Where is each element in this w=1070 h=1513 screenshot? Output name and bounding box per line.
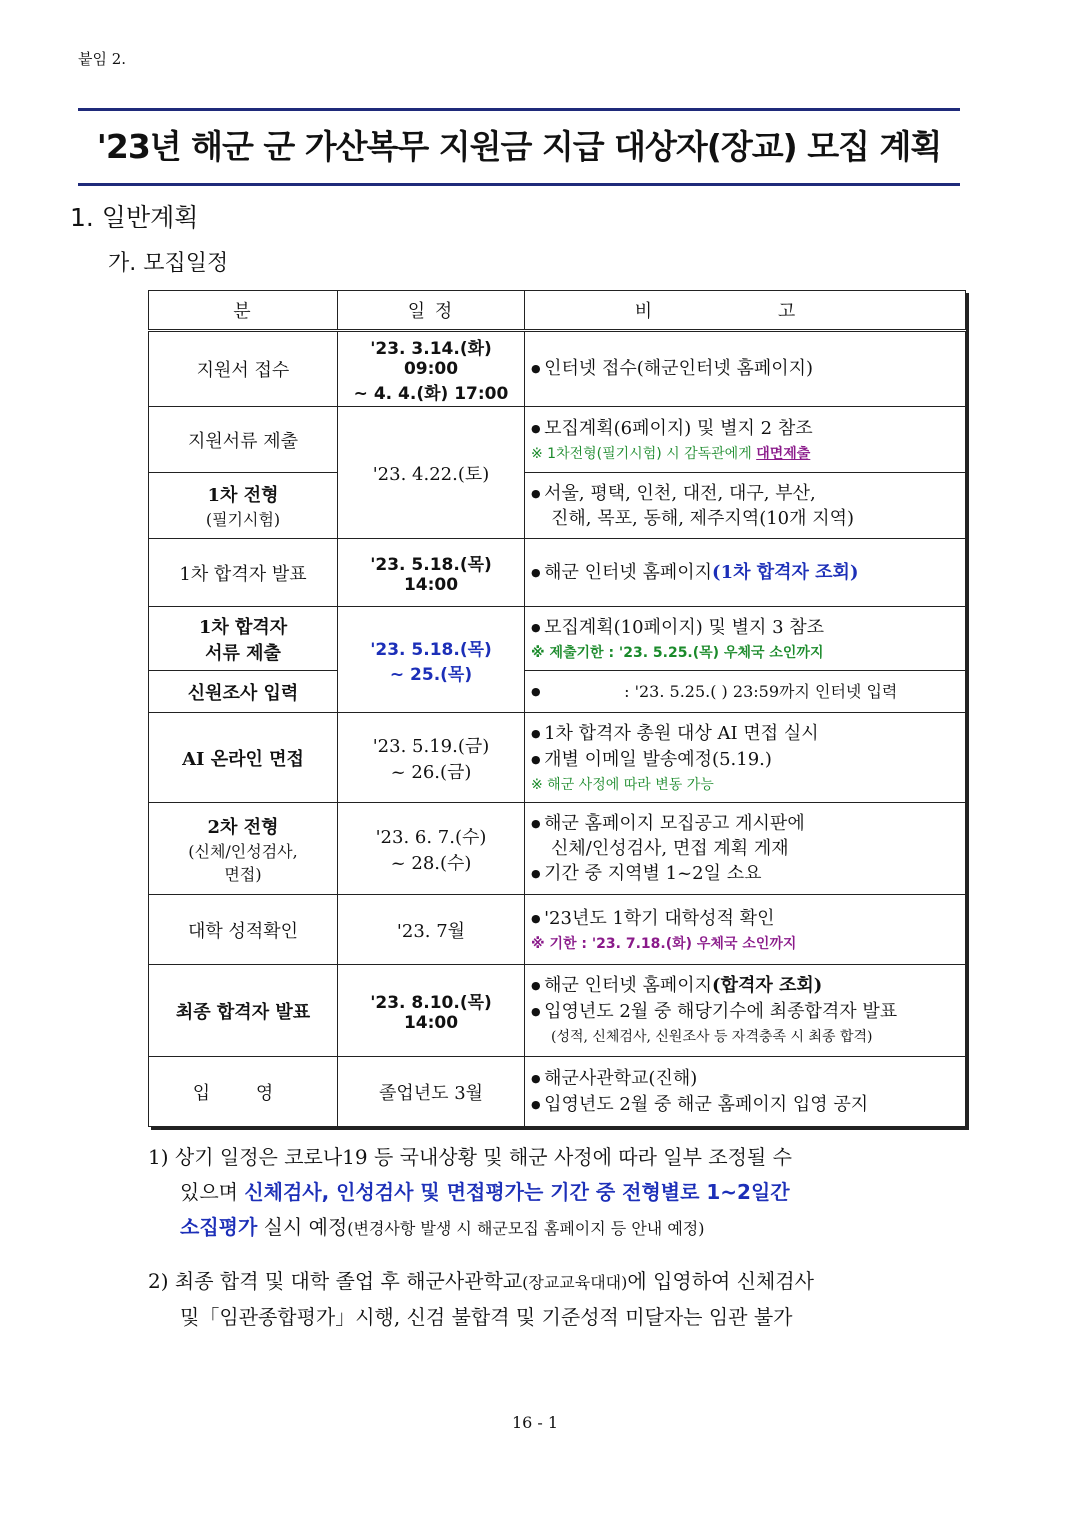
row-note	[525, 803, 966, 895]
row-date	[338, 607, 525, 713]
note-remark: ※ 기한 : '23. 7.18.(화) 우체국 소인까지	[531, 936, 797, 952]
date-line: '23. 5.19.(금)	[372, 735, 490, 757]
note-text: (성적, 신체검사, 신원조사 등 자격충족 시 최종 합격)	[551, 1028, 873, 1045]
row-item-text: 지원서 접수	[196, 360, 290, 381]
row-note	[525, 473, 966, 539]
row-item-sub: (필기시험)	[205, 510, 281, 529]
row-item	[149, 895, 338, 965]
table-row	[149, 713, 966, 803]
row-item-text: AI 온라인 면접	[182, 748, 304, 770]
row-date	[338, 1057, 525, 1127]
row-item	[149, 803, 338, 895]
schedule-table	[148, 290, 966, 1127]
note-text: ● 해군사관학교(진해)	[531, 1066, 959, 1092]
page-number: 16 - 1	[511, 1413, 559, 1432]
table-row	[149, 1057, 966, 1127]
date-line: ~ 25.(목)	[389, 664, 473, 685]
note-text: ● 개별 이메일 발송예정(5.19.)	[531, 747, 959, 773]
header-remarks: 비 고	[525, 291, 966, 331]
row-item-text: 입 영	[192, 1082, 294, 1104]
note-text: ● 입영년도 2월 중 해군 홈페이지 입영 공지	[531, 1092, 959, 1118]
row-item	[149, 539, 338, 607]
row-item-text: 최종 합격자 발표	[175, 1001, 311, 1023]
row-item-text: 1차 합격자	[198, 616, 288, 638]
table-row	[149, 671, 966, 713]
date-line: 졸업년도 3월	[378, 1082, 484, 1104]
date-line: '23. 5.18.(목)	[370, 639, 492, 660]
note-emphasis: (합격자 조회)	[712, 974, 823, 996]
note-text: ● 1차 합격자 총원 대상 AI 면접 실시	[531, 721, 959, 747]
table-row	[149, 803, 966, 895]
date-line: ~ 26.(금)	[390, 761, 472, 783]
header-schedule: 일 정	[338, 291, 525, 331]
footnote-line: 있으며 신체검사, 인성검사 및 면접평가는 기간 중 전형별로 1~2일간	[180, 1180, 790, 1204]
note-text: ● : '23. 5.25.( ) 23:59까지 인터넷 입력	[531, 679, 959, 705]
row-item-text: 1차 합격자 발표	[179, 563, 307, 585]
table-row	[149, 895, 966, 965]
note-text: ● 서울, 평택, 인천, 대전, 대구, 부산,	[531, 481, 959, 507]
date-line: '23. 4.22.(토)	[372, 463, 490, 485]
header-category: 분	[149, 291, 338, 331]
row-item	[149, 671, 338, 713]
row-item	[149, 607, 338, 671]
row-note	[525, 607, 966, 671]
table-row	[149, 539, 966, 607]
note-remark: ※ 제출기한 : '23. 5.25.(목) 우체국 소인까지	[531, 645, 824, 661]
note-text: 신체/인성검사, 면접 계획 게재	[551, 837, 789, 859]
table-row	[149, 607, 966, 671]
table-row	[149, 331, 966, 407]
note-text: ● 인터넷 접수(해군인터넷 홈페이지)	[531, 356, 959, 382]
row-note	[525, 331, 966, 407]
date-line: '23. 6. 7.(수)	[375, 826, 487, 848]
note-text: ● 해군 인터넷 홈페이지(1차 합격자 조회)	[531, 560, 959, 586]
note-text: 진해, 목포, 동해, 제주지역(10개 지역)	[551, 507, 855, 529]
note-text: ● '23년도 1학기 대학성적 확인	[531, 906, 959, 932]
row-item-text: 2차 전형	[207, 816, 279, 838]
subsection-heading: 가. 모집일정	[108, 251, 229, 276]
row-item	[149, 473, 338, 539]
table-row	[149, 965, 966, 1057]
row-note	[525, 1057, 966, 1127]
date-line: ~ 28.(수)	[390, 852, 472, 874]
section-heading: 1. 일반계획	[70, 203, 199, 232]
row-date	[338, 539, 525, 607]
footnote-line: 소집평가 실시 예정(변경사항 발생 시 해군모집 홈페이지 등 안내 예정)	[180, 1215, 705, 1239]
row-item-text: 지원서류 제출	[187, 430, 299, 452]
row-note	[525, 407, 966, 473]
row-note	[525, 713, 966, 803]
row-item	[149, 1057, 338, 1127]
row-item-sub: 면접)	[224, 864, 262, 884]
row-item	[149, 407, 338, 473]
row-item-text: 1차 전형	[207, 485, 279, 506]
note-text: ● 해군 인터넷 홈페이지(합격자 조회)	[531, 973, 959, 999]
date-line: '23. 7월	[396, 920, 466, 942]
note-text: ● 모집계획(10페이지) 및 별지 3 참조	[531, 615, 959, 641]
row-item-sub: (신체/인성검사,	[188, 841, 298, 861]
row-date	[338, 713, 525, 803]
date-line: ~ 4. 4.(화) 17:00	[353, 384, 509, 404]
note-emphasis: (1차 합격자 조회)	[712, 561, 859, 583]
footnote-line: 2) 최종 합격 및 대학 졸업 후 해군사관학교(장교교육대대)에 입영하여 신체검사	[148, 1269, 814, 1293]
date-line: 14:00	[403, 1013, 459, 1033]
page-title: '23년 해군 군 가산복무 지원금 지급 대상자(장교) 모집 계획	[96, 127, 942, 166]
table-row	[149, 473, 966, 539]
row-note	[525, 539, 966, 607]
note-emphasis: 대면제출	[756, 446, 811, 462]
note-remark: ※ 1차전형(필기시험) 시 감독관에게 대면제출	[531, 446, 811, 462]
row-date	[338, 895, 525, 965]
row-note	[525, 671, 966, 713]
row-item-text: 서류 제출	[205, 642, 281, 664]
note-text: ● 모집계획(6페이지) 및 별지 2 참조	[531, 416, 959, 442]
footnote-1	[148, 1140, 970, 1246]
note-text: ● 해군 홈페이지 모집공고 게시판에	[531, 811, 959, 837]
footnote-emphasis: 신체검사, 인성검사 및 면접평가는 기간 중 전형별로 1~2일간	[244, 1180, 790, 1204]
footnote-2	[148, 1264, 970, 1335]
footnote-line: 및「임관종합평가」시행, 신검 불합격 및 기준성적 미달자는 임관 불가	[180, 1305, 793, 1329]
note-text: ● 기간 중 지역별 1~2일 소요	[531, 861, 959, 887]
table-row	[149, 407, 966, 473]
footnotes	[148, 1140, 970, 1353]
row-date	[338, 803, 525, 895]
row-date	[338, 407, 525, 539]
row-item-text: 신원조사 입력	[187, 682, 299, 704]
note-text: ● 입영년도 2월 중 해당기수에 최종합격자 발표	[531, 999, 959, 1025]
row-item	[149, 713, 338, 803]
row-note	[525, 965, 966, 1057]
row-item-text: 대학 성적확인	[187, 920, 299, 942]
table-header-row	[149, 291, 966, 331]
date-line: '23. 3.14.(화) 09:00	[370, 339, 492, 379]
footnote-line: 1) 상기 일정은 코로나19 등 국내상황 및 해군 사정에 따라 일부 조정될 수	[148, 1145, 792, 1169]
attachment-label: 붙임 2.	[78, 50, 127, 68]
date-line: 14:00	[403, 575, 459, 595]
row-item	[149, 331, 338, 407]
row-item	[149, 965, 338, 1057]
row-date	[338, 965, 525, 1057]
row-date	[338, 331, 525, 407]
footnote-emphasis: 소집평가	[180, 1215, 258, 1239]
title-bar	[78, 108, 960, 186]
row-note	[525, 895, 966, 965]
date-line: '23. 5.18.(목)	[370, 555, 492, 575]
date-line: '23. 8.10.(목)	[370, 993, 492, 1013]
note-remark: ※ 해군 사정에 따라 변동 가능	[531, 777, 714, 793]
